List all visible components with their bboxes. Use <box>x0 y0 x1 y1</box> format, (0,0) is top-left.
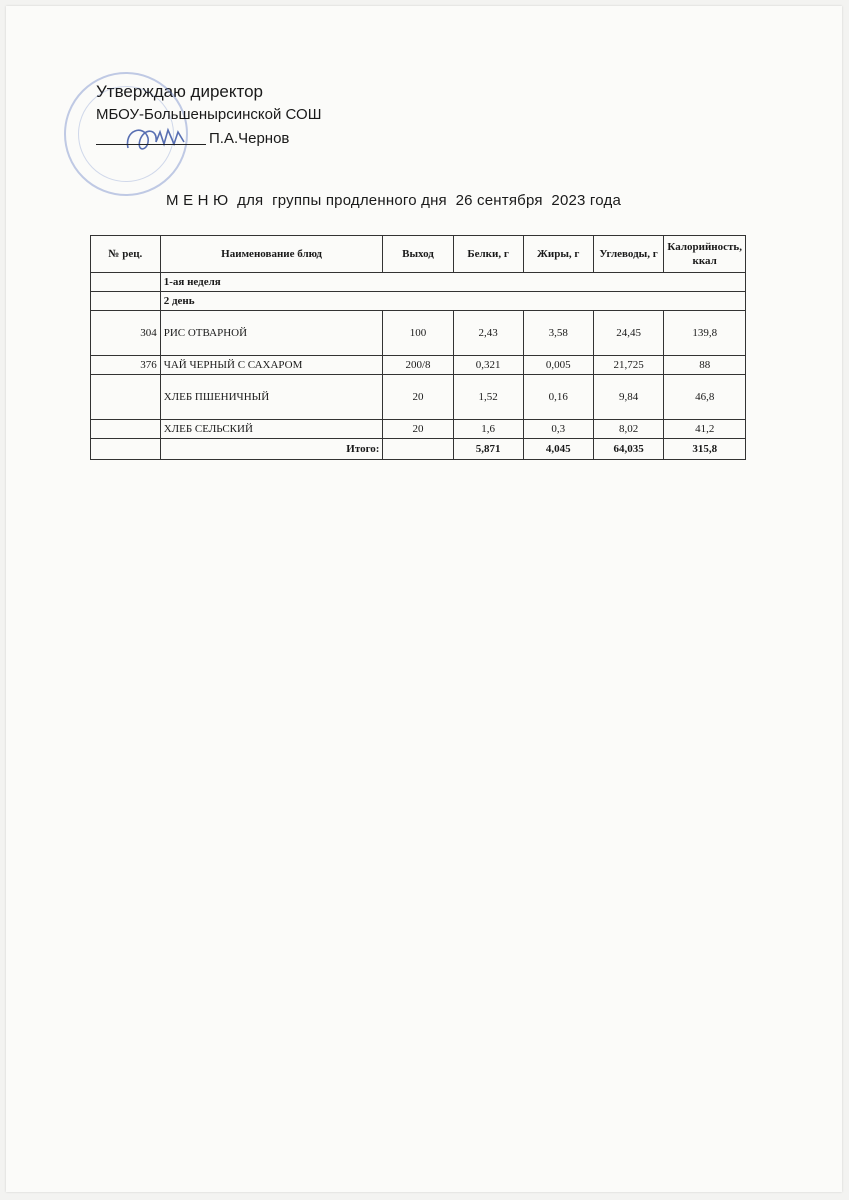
recipe-number <box>91 375 161 420</box>
dish-fat: 3,58 <box>523 311 593 356</box>
table-cell <box>91 273 161 292</box>
total-protein: 5,871 <box>453 439 523 460</box>
dish-output: 20 <box>383 375 453 420</box>
column-header-fat: Жиры, г <box>523 236 593 273</box>
column-header-protein: Белки, г <box>453 236 523 273</box>
dish-protein: 0,321 <box>453 356 523 375</box>
table-row <box>91 311 746 356</box>
table-row <box>91 375 746 420</box>
column-header-output: Выход <box>383 236 453 273</box>
table-cell <box>91 292 161 311</box>
approval-block <box>96 80 321 150</box>
dish-name: ХЛЕБ СЕЛЬСКИЙ <box>160 420 383 439</box>
menu-table <box>90 235 746 460</box>
total-kcal: 315,8 <box>664 439 746 460</box>
organization-name: МБОУ-Большенырсинской СОШ <box>96 106 322 123</box>
signature-line <box>96 126 321 150</box>
dish-protein: 1,6 <box>453 420 523 439</box>
week-label: 1-ая неделя <box>160 273 745 292</box>
dish-name: РИС ОТВАРНОЙ <box>160 311 383 356</box>
dish-output: 200/8 <box>383 356 453 375</box>
dish-protein: 2,43 <box>453 311 523 356</box>
dish-output: 100 <box>383 311 453 356</box>
dish-carbs: 24,45 <box>593 311 664 356</box>
recipe-number: 304 <box>91 311 161 356</box>
dish-kcal: 41,2 <box>664 420 746 439</box>
day-row <box>91 292 746 311</box>
total-row <box>91 439 746 460</box>
dish-kcal: 88 <box>664 356 746 375</box>
dish-kcal: 139,8 <box>664 311 746 356</box>
document-page <box>6 6 842 1192</box>
dish-carbs: 9,84 <box>593 375 664 420</box>
table-cell <box>383 439 453 460</box>
week-row <box>91 273 746 292</box>
column-header-carbs: Углеводы, г <box>593 236 664 273</box>
table-cell <box>91 439 161 460</box>
dish-carbs: 21,725 <box>593 356 664 375</box>
table-header-row <box>91 236 746 273</box>
dish-name: ХЛЕБ ПШЕНИЧНЫЙ <box>160 375 383 420</box>
day-label: 2 день <box>160 292 745 311</box>
column-header-number: № рец. <box>91 236 161 273</box>
table-row <box>91 420 746 439</box>
dish-fat: 0,3 <box>523 420 593 439</box>
dish-output: 20 <box>383 420 453 439</box>
approval-text: Утверждаю директор <box>96 82 264 101</box>
recipe-number <box>91 420 161 439</box>
total-carbs: 64,035 <box>593 439 664 460</box>
dish-fat: 0,16 <box>523 375 593 420</box>
column-header-kcal: Калорийность, ккал <box>664 236 746 273</box>
signer-name: П.А.Чернов <box>209 130 290 147</box>
dish-name: ЧАЙ ЧЕРНЫЙ С САХАРОМ <box>160 356 383 375</box>
dish-fat: 0,005 <box>523 356 593 375</box>
signature-underline <box>96 144 206 145</box>
table-row <box>91 356 746 375</box>
column-header-name: Наименование блюд <box>160 236 383 273</box>
total-label: Итого: <box>160 439 383 460</box>
total-fat: 4,045 <box>523 439 593 460</box>
dish-kcal: 46,8 <box>664 375 746 420</box>
dish-carbs: 8,02 <box>593 420 664 439</box>
dish-protein: 1,52 <box>453 375 523 420</box>
page-title: М Е Н Ю для группы продленного дня 26 сентября 2023 года <box>166 192 621 209</box>
recipe-number: 376 <box>91 356 161 375</box>
